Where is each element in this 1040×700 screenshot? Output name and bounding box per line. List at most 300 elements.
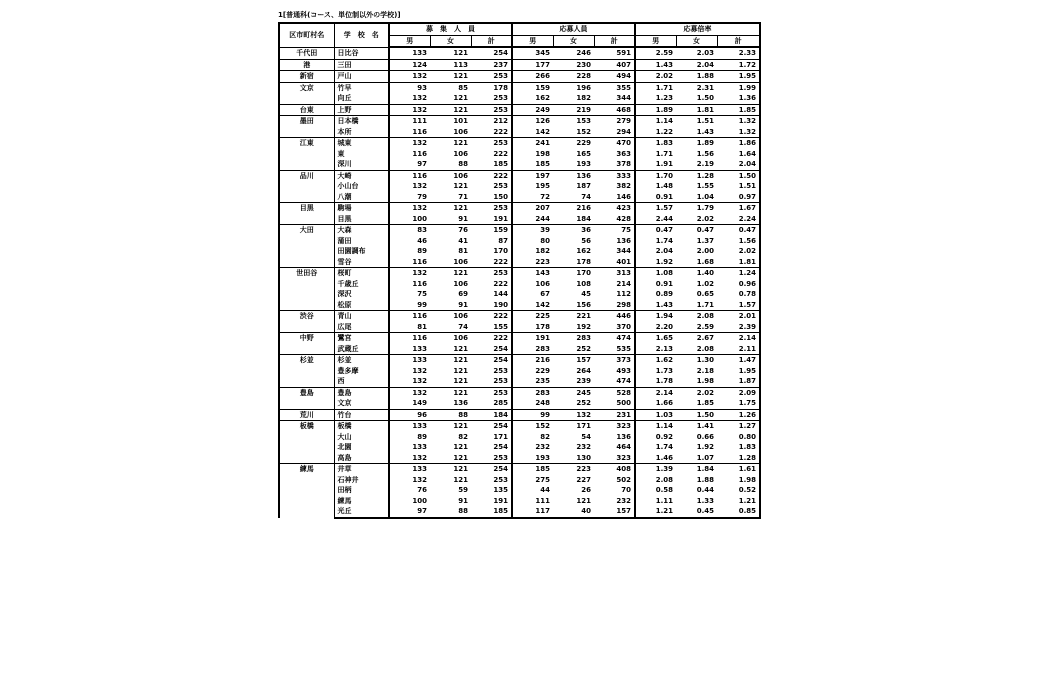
cell-recruit-total: 184 (471, 409, 512, 421)
table-row (279, 387, 760, 398)
cell-applicants-total: 136 (594, 236, 635, 247)
table-row (279, 225, 760, 236)
cell-applicants-male: 223 (535, 257, 550, 266)
school-name (334, 93, 389, 104)
school-name-text: 杉並 (337, 356, 352, 364)
cell-ratio-female: 1.30 (676, 355, 717, 366)
table-row (279, 93, 760, 104)
table-row (279, 181, 760, 192)
cell-ratio-total: 1.83 (717, 442, 760, 453)
cell-ratio-total: 2.14 (717, 333, 760, 344)
cell-ratio-male: 0.92 (655, 432, 673, 441)
cell-ratio-female: 2.08 (676, 311, 717, 322)
cell-applicants-female: 193 (576, 160, 591, 168)
cell-applicants-male: 248 (535, 399, 550, 407)
cell-applicants-male: 216 (512, 355, 553, 366)
cell-ratio-male: 1.71 (635, 82, 676, 93)
cell-recruit-male: 83 (389, 225, 430, 236)
cell-recruit-male: 132 (412, 475, 427, 484)
cell-ratio-total: 1.21 (717, 496, 760, 507)
cell-applicants-total: 591 (594, 47, 635, 59)
cell-applicants-male: 159 (512, 82, 553, 93)
ward-name: 杉並 (279, 355, 334, 388)
cell-ratio-male: 2.14 (635, 387, 676, 398)
cell-applicants-total: 428 (594, 214, 635, 225)
cell-ratio-male: 1.70 (635, 170, 676, 181)
cell-recruit-male: 116 (389, 170, 430, 181)
school-name (334, 453, 389, 464)
cell-recruit-total: 150 (471, 192, 512, 203)
table-row (279, 409, 760, 421)
cell-ratio-female: 1.79 (676, 203, 717, 214)
cell-ratio-male: 0.89 (655, 290, 673, 298)
cell-recruit-total: 253 (471, 203, 512, 214)
school-name (334, 268, 389, 279)
cell-ratio-female: 2.08 (696, 344, 714, 353)
cell-applicants-male: 283 (535, 344, 550, 353)
cell-recruit-female: 91 (458, 214, 468, 223)
school-name-text: 武蔵丘 (337, 344, 359, 353)
cell-recruit-female: 74 (458, 322, 468, 331)
table-row (279, 421, 760, 432)
cell-applicants-female: 252 (576, 399, 591, 407)
cell-applicants-male: 82 (540, 432, 550, 441)
cell-applicants-female: 227 (576, 475, 591, 484)
cell-ratio-total: 0.85 (717, 506, 760, 518)
cell-recruit-female: 113 (430, 59, 471, 71)
cell-applicants-female: 192 (576, 322, 591, 331)
cell-applicants-female: 162 (576, 247, 591, 255)
cell-ratio-male: 1.91 (655, 160, 673, 168)
cell-applicants-female: 170 (553, 268, 594, 279)
cell-applicants-male: 178 (535, 322, 550, 331)
cell-applicants-total: 528 (594, 387, 635, 398)
cell-recruit-male: 132 (412, 453, 427, 462)
cell-applicants-male: 39 (512, 225, 553, 236)
cell-applicants-male: 185 (535, 160, 550, 168)
cell-ratio-male: 1.92 (655, 257, 673, 266)
cell-recruit-female: 91 (458, 300, 468, 309)
cell-ratio-male: 1.43 (655, 300, 673, 309)
cell-applicants-female: 40 (553, 506, 594, 518)
cell-recruit-female: 121 (430, 268, 471, 279)
cell-applicants-female: 178 (576, 257, 591, 266)
table-row (279, 300, 760, 311)
cell-ratio-total: 1.72 (717, 59, 760, 71)
cell-ratio-male: 1.74 (655, 236, 673, 245)
school-name (334, 376, 389, 387)
cell-recruit-female: 136 (453, 399, 468, 407)
cell-applicants-female: 130 (576, 453, 591, 462)
cell-applicants-female: 45 (581, 290, 591, 298)
cell-recruit-female: 121 (430, 421, 471, 432)
cell-recruit-male: 116 (412, 127, 427, 136)
cell-applicants-female: 184 (576, 214, 591, 223)
header-ratio-total: 計 (717, 35, 760, 47)
school-name (334, 71, 389, 83)
cell-ratio-total: 0.78 (717, 289, 760, 300)
cell-recruit-female: 121 (453, 453, 468, 462)
cell-ratio-total: 1.50 (717, 170, 760, 181)
cell-recruit-total: 253 (471, 475, 512, 486)
cell-recruit-female: 121 (453, 443, 468, 451)
cell-recruit-total: 191 (471, 496, 512, 507)
school-name-text: 板橋 (337, 422, 352, 430)
cell-ratio-total: 1.56 (717, 236, 760, 247)
school-name-text: 田園調布 (337, 247, 366, 255)
table-row (279, 453, 760, 464)
cell-applicants-female: 108 (576, 279, 591, 288)
cell-applicants-male: 198 (535, 149, 550, 158)
ward-name: 墨田 (279, 116, 334, 138)
cell-applicants-female: 157 (553, 355, 594, 366)
cell-applicants-male: 275 (535, 475, 550, 484)
school-name (334, 181, 389, 192)
table-caption: 1[普通科(コース、単位制以外の学校)] (278, 11, 401, 19)
cell-recruit-male: 46 (417, 236, 427, 245)
cell-ratio-male: 1.62 (635, 355, 676, 366)
cell-applicants-total: 474 (594, 376, 635, 387)
cell-applicants-total: 468 (594, 104, 635, 116)
cell-applicants-total: 464 (594, 442, 635, 453)
table-body (279, 47, 760, 518)
table-row (279, 344, 760, 355)
cell-applicants-total: 70 (594, 485, 635, 496)
cell-ratio-total: 1.26 (717, 409, 760, 421)
header-ratio-male: 男 (635, 35, 676, 47)
cell-ratio-male: 1.21 (635, 506, 676, 518)
cell-ratio-female: 2.59 (696, 322, 714, 331)
cell-ratio-female: 1.33 (696, 496, 714, 505)
school-name-text: 石神井 (337, 475, 359, 484)
cell-recruit-male: 132 (389, 104, 430, 116)
cell-recruit-total: 253 (471, 376, 512, 387)
cell-ratio-total: 1.61 (717, 464, 760, 475)
table-row (279, 432, 760, 443)
school-name-text: 光丘 (337, 507, 352, 515)
table-row (279, 47, 760, 59)
school-name (334, 442, 389, 453)
ward-name: 台東 (279, 104, 334, 116)
cell-ratio-female: 1.98 (696, 377, 714, 385)
cell-applicants-female: 283 (553, 333, 594, 344)
cell-ratio-male: 2.44 (655, 214, 673, 223)
cell-ratio-male: 1.65 (635, 333, 676, 344)
cell-applicants-male: 193 (535, 453, 550, 462)
header-ratio: 応募倍率 (635, 23, 760, 35)
cell-recruit-total: 212 (471, 116, 512, 127)
cell-ratio-female: 0.66 (696, 432, 714, 441)
cell-applicants-male: 235 (535, 377, 550, 385)
school-name-text: 蒲田 (337, 236, 352, 245)
school-name (334, 333, 389, 344)
cell-recruit-total: 253 (471, 104, 512, 116)
cell-applicants-total: 75 (594, 225, 635, 236)
cell-recruit-male: 133 (389, 464, 430, 475)
school-name-text: 青山 (337, 312, 352, 320)
cell-ratio-male: 0.91 (655, 192, 673, 201)
cell-ratio-total: 1.85 (717, 104, 760, 116)
school-name (334, 311, 389, 322)
cell-applicants-total: 231 (594, 409, 635, 421)
cell-applicants-total: 298 (594, 300, 635, 311)
cell-applicants-female: 229 (553, 138, 594, 149)
school-name (334, 421, 389, 432)
cell-applicants-total: 157 (594, 506, 635, 518)
school-name (334, 344, 389, 355)
cell-applicants-male: 283 (512, 387, 553, 398)
ward-name: 千代田 (279, 47, 334, 59)
cell-applicants-total: 214 (594, 279, 635, 290)
ward-name: 目黒 (279, 203, 334, 225)
school-name-text: 大崎 (337, 171, 352, 180)
school-name-text: 大山 (337, 432, 352, 441)
cell-applicants-total: 494 (594, 71, 635, 83)
cell-applicants-male: 345 (512, 47, 553, 59)
cell-ratio-female: 1.84 (676, 464, 717, 475)
cell-ratio-male: 1.74 (655, 443, 673, 451)
cell-recruit-total: 237 (471, 59, 512, 71)
cell-recruit-male: 79 (417, 192, 427, 201)
cell-recruit-total: 253 (471, 268, 512, 279)
cell-recruit-female: 88 (430, 409, 471, 421)
school-name-text: 雪谷 (337, 257, 352, 266)
cell-ratio-total: 1.81 (717, 257, 760, 268)
cell-recruit-total: 222 (471, 170, 512, 181)
header-recruit-female: 女 (430, 35, 471, 47)
school-name (334, 149, 389, 160)
cell-applicants-total: 535 (594, 344, 635, 355)
school-name-text: 西 (337, 377, 345, 385)
cell-applicants-total: 378 (594, 159, 635, 170)
school-name-text: 八潮 (337, 192, 352, 201)
cell-recruit-female: 121 (453, 366, 468, 375)
cell-applicants-female: 153 (553, 116, 594, 127)
cell-recruit-male: 93 (389, 82, 430, 93)
cell-ratio-female: 1.92 (696, 443, 714, 451)
cell-ratio-total: 0.80 (717, 432, 760, 443)
cell-ratio-male: 1.03 (635, 409, 676, 421)
cell-recruit-male: 75 (417, 290, 427, 298)
table-row (279, 214, 760, 225)
cell-ratio-male: 1.78 (655, 377, 673, 385)
header-ratio-female: 女 (676, 35, 717, 47)
cell-ratio-female: 0.47 (676, 225, 717, 236)
cell-applicants-male: 99 (512, 409, 553, 421)
cell-applicants-total: 355 (594, 82, 635, 93)
cell-ratio-total: 2.04 (717, 159, 760, 170)
ward-name: 荒川 (279, 409, 334, 421)
ward-name: 新宿 (279, 71, 334, 83)
school-name-text: 井草 (337, 465, 352, 473)
school-name (334, 138, 389, 149)
cell-recruit-total: 222 (471, 127, 512, 138)
cell-recruit-female: 71 (458, 192, 468, 201)
cell-ratio-female: 1.28 (676, 170, 717, 181)
table-row (279, 71, 760, 83)
cell-ratio-male: 1.39 (635, 464, 676, 475)
cell-recruit-female: 106 (453, 127, 468, 136)
cell-ratio-female: 1.41 (676, 421, 717, 432)
cell-recruit-male: 89 (417, 247, 427, 255)
table-row (279, 398, 760, 409)
cell-applicants-total: 344 (594, 246, 635, 257)
school-name (334, 300, 389, 311)
cell-ratio-male: 1.83 (635, 138, 676, 149)
cell-ratio-male: 1.46 (655, 453, 673, 462)
cell-ratio-total: 1.24 (717, 268, 760, 279)
cell-recruit-total: 190 (471, 300, 512, 311)
table-row (279, 116, 760, 127)
cell-recruit-male: 99 (417, 300, 427, 309)
cell-applicants-male: 185 (512, 464, 553, 475)
cell-applicants-male: 191 (512, 333, 553, 344)
cell-applicants-male: 266 (512, 71, 553, 83)
cell-recruit-female: 85 (430, 82, 471, 93)
cell-applicants-male: 197 (512, 170, 553, 181)
cell-recruit-male: 132 (389, 268, 430, 279)
cell-ratio-male: 1.43 (635, 59, 676, 71)
cell-recruit-female: 82 (458, 432, 468, 441)
table-row (279, 138, 760, 149)
cell-recruit-female: 121 (430, 387, 471, 398)
cell-ratio-total: 2.11 (717, 344, 760, 355)
header-applicants: 応募人員 (512, 23, 635, 35)
cell-ratio-female: 1.89 (676, 138, 717, 149)
cell-applicants-male: 143 (512, 268, 553, 279)
school-name-text: 文京 (337, 399, 352, 407)
school-name-text: 豊多摩 (337, 366, 359, 375)
cell-recruit-total: 185 (471, 506, 512, 518)
cell-recruit-female: 106 (430, 333, 471, 344)
ward-name: 品川 (279, 170, 334, 203)
cell-ratio-male: 2.08 (655, 475, 673, 484)
cell-applicants-total: 146 (594, 192, 635, 203)
cell-recruit-total: 222 (471, 333, 512, 344)
table-row (279, 268, 760, 279)
cell-ratio-total: 1.75 (717, 398, 760, 409)
cell-ratio-total: 0.97 (717, 192, 760, 203)
cell-applicants-female: 246 (553, 47, 594, 59)
cell-applicants-female: 136 (553, 170, 594, 181)
school-name-text: 千歳丘 (337, 279, 359, 288)
cell-applicants-total: 474 (594, 333, 635, 344)
cell-recruit-total: 222 (471, 257, 512, 268)
cell-applicants-female: 56 (581, 236, 591, 245)
cell-recruit-male: 133 (412, 443, 427, 451)
cell-ratio-male: 2.04 (655, 247, 673, 255)
ward-name: 江東 (279, 138, 334, 171)
cell-ratio-total: 1.64 (717, 149, 760, 160)
cell-applicants-total: 382 (594, 181, 635, 192)
cell-recruit-total: 253 (471, 71, 512, 83)
cell-recruit-total: 253 (471, 181, 512, 192)
cell-recruit-female: 121 (453, 182, 468, 190)
cell-applicants-male: 225 (512, 311, 553, 322)
school-name (334, 214, 389, 225)
school-name-text: 北園 (337, 443, 352, 451)
school-name-text: 目黒 (337, 214, 352, 223)
cell-applicants-male: 142 (535, 300, 550, 309)
cell-applicants-female: 264 (576, 366, 591, 375)
school-name-text: 城東 (337, 139, 352, 147)
cell-recruit-female: 101 (430, 116, 471, 127)
cell-ratio-female: 2.04 (676, 59, 717, 71)
cell-recruit-female: 121 (453, 475, 468, 484)
cell-ratio-female: 0.44 (696, 486, 714, 494)
school-name (334, 59, 389, 71)
school-name-text: 戸山 (337, 72, 352, 80)
ward-name: 渋谷 (279, 311, 334, 333)
table-row (279, 279, 760, 290)
cell-applicants-female: 132 (553, 409, 594, 421)
school-name (334, 116, 389, 127)
cell-ratio-total: 1.98 (717, 475, 760, 486)
cell-recruit-male: 96 (389, 409, 430, 421)
cell-applicants-female: 223 (553, 464, 594, 475)
school-name-text: 本所 (337, 127, 352, 136)
cell-recruit-female: 121 (430, 71, 471, 83)
table-row (279, 170, 760, 181)
school-name (334, 366, 389, 377)
cell-applicants-total: 323 (594, 453, 635, 464)
school-name (334, 496, 389, 507)
cell-applicants-total: 363 (594, 149, 635, 160)
cell-ratio-female: 1.50 (676, 409, 717, 421)
cell-ratio-female: 1.71 (696, 300, 714, 309)
cell-ratio-female: 1.88 (696, 475, 714, 484)
cell-applicants-female: 171 (553, 421, 594, 432)
cell-ratio-total: 1.32 (717, 116, 760, 127)
cell-applicants-total: 401 (594, 257, 635, 268)
cell-recruit-male: 97 (417, 160, 427, 168)
school-name (334, 322, 389, 333)
cell-recruit-female: 88 (458, 160, 468, 168)
school-name-text: 練馬 (337, 496, 352, 505)
cell-applicants-female: 230 (553, 59, 594, 71)
cell-applicants-male: 44 (540, 486, 550, 494)
school-name (334, 203, 389, 214)
cell-ratio-male: 2.20 (655, 322, 673, 331)
cell-applicants-total: 279 (594, 116, 635, 127)
cell-applicants-total: 407 (594, 59, 635, 71)
cell-applicants-total: 313 (594, 268, 635, 279)
cell-applicants-total: 470 (594, 138, 635, 149)
table-row (279, 257, 760, 268)
school-name-text: 桜町 (337, 269, 352, 277)
table-row (279, 127, 760, 138)
cell-applicants-male: 111 (535, 496, 550, 505)
cell-recruit-total: 87 (471, 236, 512, 247)
cell-recruit-total: 253 (471, 138, 512, 149)
cell-applicants-female: 156 (576, 300, 591, 309)
cell-recruit-female: 121 (453, 94, 468, 102)
school-name (334, 398, 389, 409)
cell-applicants-total: 373 (594, 355, 635, 366)
cell-recruit-total: 254 (471, 47, 512, 59)
school-name (334, 225, 389, 236)
cell-recruit-male: 76 (417, 486, 427, 494)
cell-ratio-female: 2.67 (676, 333, 717, 344)
school-name (334, 159, 389, 170)
header-school: 学 校 名 (334, 23, 389, 47)
table-row (279, 496, 760, 507)
cell-ratio-total: 1.47 (717, 355, 760, 366)
school-name-text: 大森 (337, 226, 352, 234)
cell-applicants-male: 117 (512, 506, 553, 518)
cell-recruit-female: 106 (430, 311, 471, 322)
cell-applicants-male: 106 (535, 279, 550, 288)
